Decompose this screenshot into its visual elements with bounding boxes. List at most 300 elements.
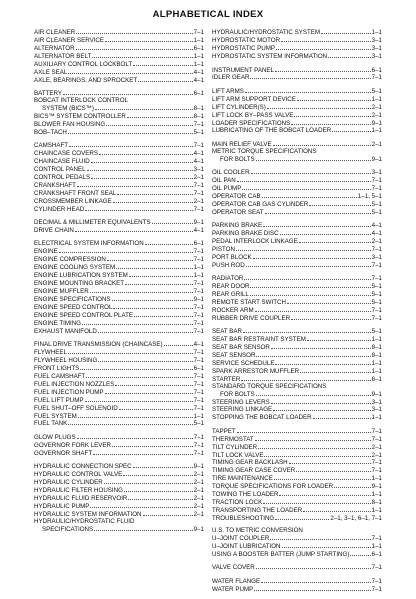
index-group: [34, 341, 204, 428]
entry-page-ref: 7–1: [371, 467, 382, 475]
entry-page-ref: 1–1: [193, 53, 204, 61]
index-entry: [34, 150, 204, 158]
entry-page-ref: 7–1: [371, 577, 382, 585]
dot-leader: [95, 105, 193, 110]
page-title: ALPHABETICAL INDEX: [152, 9, 264, 20]
index-entry: [212, 155, 382, 163]
dot-leader: [291, 314, 371, 319]
dot-leader: [85, 396, 193, 401]
entry-label: CAMSHAFT: [34, 142, 69, 150]
entry-label: ENGINE MOUNTING BRACKET: [34, 280, 125, 288]
index-entry: [212, 103, 382, 111]
entry-page-ref: 7–1: [193, 396, 204, 404]
index-entry: [212, 208, 382, 216]
entry-page-ref: 8–1: [371, 343, 382, 351]
index-entry: [212, 245, 382, 253]
index-entry: [34, 312, 204, 320]
dot-leader: [105, 37, 193, 42]
dot-leader: [273, 140, 371, 145]
dot-leader: [251, 169, 371, 174]
dot-leader: [255, 306, 371, 311]
index-entry: [34, 158, 204, 166]
dot-leader: [271, 344, 371, 349]
index-entry: [212, 192, 382, 200]
index-entry: [212, 491, 382, 499]
dot-leader: [133, 61, 193, 66]
left-column: [34, 29, 204, 599]
index-group: [212, 427, 382, 522]
index-entry: [34, 388, 204, 396]
entry-page-ref: 7–1: [193, 441, 204, 449]
index-entry: [34, 248, 204, 256]
index-entry: [212, 535, 382, 543]
entry-label: HYDRAULIC FILTER HOUSING: [34, 486, 123, 494]
entry-label: TRANSPORTING THE LOADER: [212, 507, 303, 515]
entry-page-ref: 9–1: [371, 390, 382, 398]
entry-label: ENGINE SPEED CONTROL: [34, 303, 113, 311]
entry-page-ref: 9–1: [193, 463, 204, 470]
index-group: [34, 240, 204, 335]
entry-label: RUBBER DRIVE COUPLER: [212, 314, 291, 322]
entry-page-ref: 7–1: [193, 288, 204, 296]
dot-leader: [350, 551, 370, 556]
entry-label: CROSSMEMBER LINKAGE: [34, 197, 112, 205]
entry-label: HYDRAULIC PUMP: [34, 502, 90, 510]
entry-label: FUEL INJECTION NOZZLES: [34, 380, 115, 388]
entry-page-ref: 1–1: [193, 264, 204, 272]
entry-page-ref: 9–1: [193, 296, 204, 304]
entry-page-ref: 2–1: [193, 494, 204, 502]
index-entry: [212, 177, 382, 185]
index-entry: [212, 414, 382, 422]
dot-leader: [112, 296, 193, 301]
entry-label: AXLE SEAL: [34, 69, 68, 77]
index-entry: [212, 291, 382, 299]
entry-label: INSTRUMENT PANEL: [212, 66, 274, 74]
entry-page-ref: 4–1: [193, 341, 204, 349]
entry-label: ENGINE LUBRICATION SYSTEM: [34, 272, 128, 280]
entry-label: SERVICE SCHEDULE: [212, 359, 275, 367]
entry-page-ref: 2–1: [193, 174, 204, 182]
entry-label: GOVERNOR SHAFT: [34, 449, 93, 457]
index-entry: [34, 365, 204, 373]
dot-leader: [93, 449, 193, 454]
dot-leader: [289, 459, 371, 464]
entry-page-ref: 7–1: [371, 306, 382, 314]
index-entry: [34, 525, 204, 533]
index-entry: [212, 328, 382, 336]
dot-leader: [332, 127, 370, 132]
index-entry: [212, 406, 382, 414]
entry-label: STARTER: [212, 375, 241, 383]
entry-page-ref: 5–1: [371, 328, 382, 336]
index-entry: [212, 306, 382, 314]
index-entry: [34, 471, 204, 479]
entry-page-ref: 7–1: [371, 535, 382, 543]
entry-label: SEAT BAR: [212, 328, 243, 336]
entry-label: CRANKSHAFT: [34, 182, 76, 190]
entry-label: DECIMAL & MILLIMETER EQUIVALENTS: [34, 219, 151, 227]
dot-leader: [274, 475, 371, 480]
entry-page-ref: 5–1: [193, 420, 204, 428]
entry-page-ref: 5–1: [371, 208, 382, 216]
dot-leader: [152, 219, 193, 224]
entry-label: HYDRAULIC CONNECTION SPEC: [34, 463, 132, 470]
entry-label: HYDRAULIC CYLINDER: [34, 478, 103, 486]
index-entry: [34, 341, 204, 349]
entry-page-ref: 6–1: [193, 364, 204, 372]
dot-leader: [263, 499, 370, 504]
index-group: [212, 87, 382, 135]
entry-label: MAIN RELIEF VALVE: [212, 140, 272, 148]
index-entry: [34, 105, 204, 113]
entry-label: FLYWHEEL: [34, 349, 67, 357]
entry-label: SEAT SENSOR: [212, 351, 256, 359]
dot-leader: [92, 53, 192, 58]
dot-leader: [254, 585, 370, 590]
entry-page-ref: 2–1: [193, 197, 204, 205]
index-entry: [212, 459, 382, 467]
entry-page-ref: 1–1: [371, 336, 382, 343]
entry-page-ref: 1–1: [371, 491, 382, 499]
index-entry: [212, 344, 382, 352]
dot-leader: [76, 29, 192, 34]
index-group: [212, 577, 382, 593]
dot-leader: [291, 119, 370, 124]
dot-leader: [69, 142, 193, 147]
index-entry: [212, 127, 382, 135]
entry-label: EXHAUST MANIFOLD: [34, 327, 97, 335]
entry-page-ref: 6–1: [193, 45, 204, 53]
dot-leader: [91, 174, 193, 179]
entry-page-ref: 7–1: [193, 189, 204, 197]
index-entry: [34, 227, 204, 235]
dot-leader: [296, 467, 370, 472]
index-entry: [212, 253, 382, 261]
dot-leader: [138, 77, 193, 82]
entry-page-ref: 7–1: [371, 275, 382, 283]
index-entry: [34, 272, 204, 280]
index-entry: [212, 367, 382, 375]
dot-leader: [299, 238, 371, 243]
entry-label: GLOW PLUGS: [34, 433, 76, 441]
entry-page-ref: 7–1: [371, 176, 382, 184]
index-entry: [212, 95, 382, 103]
dot-leader: [68, 129, 193, 134]
dot-leader: [68, 69, 192, 74]
index-entry: [212, 275, 382, 283]
entry-page-ref: 7–1: [193, 205, 204, 213]
entry-label: STEERING LINKAGE: [212, 406, 273, 414]
dot-leader: [117, 190, 192, 195]
index-entry: [34, 449, 204, 457]
dot-leader: [113, 198, 193, 203]
entry-page-ref: 7–1: [371, 427, 382, 435]
index-entry: [34, 98, 204, 105]
dot-leader: [115, 380, 192, 385]
dot-leader: [105, 388, 193, 393]
index-group: [34, 142, 204, 213]
entry-page-ref: 7–1: [371, 585, 382, 593]
index-entry: [212, 483, 382, 491]
index-entry: [34, 205, 204, 213]
index-entry: [34, 433, 204, 441]
dot-leader: [98, 327, 193, 332]
entry-label: SEAT BAR SENSOR: [212, 343, 270, 351]
index-entry: [34, 264, 204, 272]
index-entry: [34, 240, 204, 248]
dot-leader: [129, 98, 203, 102]
entry-page-ref: 1–1: [193, 61, 204, 69]
entry-page-ref: 1–1: [371, 475, 382, 483]
entry-label: HYDROSTATIC SYSTEM INFORMATION: [212, 53, 328, 61]
entry-page-ref: 4–1: [193, 69, 204, 77]
entry-label: TORQUE SPECIFICATIONS FOR LOADER: [212, 483, 334, 491]
dot-leader: [76, 45, 193, 50]
entry-label: PORT BLOCK: [212, 253, 252, 261]
entry-label: RADIATOR: [212, 275, 244, 283]
index-entry: [34, 174, 204, 182]
dot-leader: [124, 486, 193, 491]
entry-page-ref: 1–1: [371, 543, 382, 551]
entry-page-ref: 9–1: [371, 155, 382, 163]
index-group: [34, 219, 204, 235]
entry-page-ref: 7–1: [193, 182, 204, 190]
entry-label: ALTERNATOR: [34, 45, 75, 53]
index-entry: [212, 298, 382, 306]
dot-leader: [143, 510, 193, 515]
dot-leader: [256, 155, 371, 160]
entry-page-ref: 5–1: [371, 200, 382, 208]
index-entry: [212, 577, 382, 585]
entry-label: DRIVE CHAIN: [34, 227, 74, 235]
index-entry: [34, 53, 204, 61]
index-entry: [212, 515, 382, 523]
index-entry: [212, 87, 382, 95]
entry-page-ref: 7–1: [193, 372, 204, 380]
entry-page-ref: 4–1: [371, 229, 382, 237]
entry-label: AUXILIARY CONTROL LOCKBOLT: [34, 61, 133, 69]
dot-leader: [303, 507, 370, 512]
index-entry: [34, 129, 204, 137]
entry-label: ENGINE MUFFLER: [34, 288, 89, 296]
dot-leader: [250, 291, 371, 296]
entry-page-ref: 7–1: [193, 303, 204, 311]
entry-label: GOVERNOR FORK LEVER: [34, 441, 112, 449]
entry-label: LIFT ARM SUPPORT DEVICE: [212, 95, 296, 103]
entry-label: ENGINE SPEED CONTROL PLATE: [34, 311, 134, 319]
entry-label: PARKING BRAKE DISC: [212, 229, 279, 237]
entry-page-ref: 3–1: [371, 253, 382, 261]
entry-label: REAR GRILL: [212, 290, 249, 298]
entry-page-ref: 7–1: [371, 314, 382, 322]
entry-page-ref: 7–1: [193, 449, 204, 457]
entry-label: THERMOSTAT: [212, 435, 254, 443]
entry-page-ref: 5–1: [193, 129, 204, 137]
dot-leader: [256, 390, 371, 395]
entry-page-ref: 7–1: [193, 380, 204, 388]
index-group: [212, 564, 382, 572]
entry-label: SPARK ARRESTOR MUFFLER: [212, 367, 300, 375]
dot-leader: [246, 261, 371, 266]
dot-leader: [245, 87, 371, 92]
index-entry: [212, 314, 382, 322]
entry-page-ref: 3–1: [371, 45, 382, 53]
entry-label: PISTON: [212, 245, 235, 253]
entry-label: TAPPET: [212, 427, 236, 435]
entry-label: PARKING BRAKE: [212, 222, 263, 230]
index-entry: [34, 198, 204, 206]
index-entry: [212, 499, 382, 507]
index-group: [34, 90, 204, 137]
entry-label: TILT CYLINDER: [212, 443, 258, 451]
entry-page-ref: 2–1: [371, 103, 382, 111]
index-entry: [34, 319, 204, 327]
entry-page-ref: 1–1: [193, 37, 204, 45]
index-entry: [34, 380, 204, 388]
dot-leader: [80, 365, 192, 370]
index-entry: [34, 280, 204, 288]
entry-label: CONTROL PANEL: [34, 166, 86, 174]
dot-leader: [129, 272, 193, 277]
dot-leader: [68, 420, 192, 425]
dot-leader: [271, 398, 371, 403]
index-entry: [34, 441, 204, 449]
index-group: [212, 169, 382, 217]
index-entry: [212, 359, 382, 367]
entry-page-ref: 7–1: [193, 349, 204, 357]
entry-page-ref: 4–1: [193, 150, 204, 158]
entry-label: TILT LOCK VALVE: [212, 451, 264, 459]
dot-leader: [327, 383, 381, 387]
entry-label: BLOWER FAN HOUSING: [34, 121, 106, 129]
dot-leader: [267, 103, 371, 108]
entry-label: SEAT BAR RESTRAINT SYSTEM: [212, 336, 306, 343]
index-entry: [212, 398, 382, 406]
entry-page-ref: 7–1: [193, 311, 204, 319]
entry-label: AXLE, BEARINGS, AND SPROCKET: [34, 77, 138, 85]
entry-label: FUEL SHUT–OFF SOLENOID: [34, 404, 118, 412]
index-group: [212, 275, 382, 323]
entry-label: CONTROL PEDALS: [34, 174, 91, 182]
entry-page-ref: 7–1: [193, 142, 204, 150]
entry-label: CRANKSHAFT FRONT SEAL: [34, 189, 117, 197]
dot-leader: [119, 404, 193, 409]
index-entry: [34, 420, 204, 428]
entry-page-ref: 8–1: [193, 113, 204, 121]
index-entry: [34, 510, 204, 518]
entry-label: TIMING GEAR BACKLASH: [212, 459, 288, 467]
dot-leader: [309, 200, 370, 205]
index-group: [34, 29, 204, 85]
index-entry: [212, 507, 382, 515]
entry-label: TRACTION LOCK: [212, 499, 263, 507]
entry-page-ref: 6–1: [371, 551, 382, 559]
dot-leader: [145, 240, 193, 245]
index-entry: [212, 261, 382, 269]
dot-leader: [98, 357, 192, 362]
dot-leader: [125, 280, 193, 285]
index-entry: [212, 336, 382, 344]
index-entry: [34, 45, 204, 53]
entry-label: ENGINE COOLING SYSTEM: [34, 264, 116, 272]
dot-leader: [318, 148, 381, 152]
entry-page-ref: 7–1: [371, 435, 382, 443]
index-group: [212, 222, 382, 270]
entry-label: TOWING THE LOADER: [212, 491, 279, 499]
dot-leader: [82, 319, 193, 324]
entry-page-ref: 7–1: [371, 564, 382, 572]
dot-leader: [275, 66, 371, 71]
entry-label: ROCKER ARM: [212, 306, 254, 314]
entry-page-ref: 3–1: [371, 398, 382, 406]
index-entry: [212, 443, 382, 451]
dot-leader: [243, 328, 371, 333]
entry-page-ref: 7–1: [193, 256, 204, 264]
entry-label: FINAL DRIVE TRANSMISSION (CHAINCASE): [34, 341, 163, 349]
index-entry: [34, 349, 204, 357]
index-entry: [34, 121, 204, 129]
entry-page-ref: 3–1: [371, 53, 382, 61]
entry-label: STEERING LEVERS: [212, 398, 270, 406]
entry-label: U.S. TO METRIC CONVERSION: [212, 527, 303, 535]
entry-page-ref: 1–1: [371, 507, 382, 515]
entry-label: HYDROSTATIC PUMP: [212, 45, 276, 53]
entry-label: FUEL LIFT PUMP: [34, 396, 84, 404]
entry-page-ref: 5–1: [371, 282, 382, 290]
entry-page-ref: 2–1: [371, 140, 382, 148]
entry-page-ref: 3–1: [371, 37, 382, 45]
index-entry: [34, 357, 204, 365]
index-entry: [212, 585, 382, 593]
entry-label: LIFT ARMS: [212, 87, 244, 95]
entry-label: HYDRAULIC SYSTEM INFORMATION: [34, 510, 142, 518]
entry-page-ref: 4–1: [193, 77, 204, 85]
entry-page-ref: 7–1: [371, 184, 382, 192]
dot-leader: [106, 121, 193, 126]
index-entry: [212, 427, 382, 435]
entry-page-ref: 6–1: [193, 90, 204, 98]
entry-label: LOADER SPECIFICATIONS: [212, 119, 291, 127]
dot-leader: [63, 90, 193, 95]
dot-leader: [244, 275, 370, 280]
entry-page-ref: 4–1: [193, 227, 204, 235]
dot-leader: [94, 525, 193, 530]
index-entry: [212, 185, 382, 193]
entry-label: HYDRAULIC/HYDROSTATIC SYSTEM: [212, 29, 321, 37]
dot-leader: [128, 494, 192, 499]
index-entry: [212, 29, 382, 37]
index-entry: [34, 518, 204, 525]
entry-label: FLYWHEEL HOUSING: [34, 356, 98, 364]
dot-leader: [107, 256, 193, 261]
index-group: [212, 66, 382, 82]
entry-label: PUSH ROD: [212, 261, 245, 269]
entry-label: OPERATOR SEAT: [212, 208, 264, 216]
entry-label: BOB–TACH: [34, 129, 67, 137]
entry-page-ref: 3–1: [371, 169, 382, 177]
entry-page-ref: 1–1: [193, 412, 204, 420]
index-entry: [212, 351, 382, 359]
entry-label: HYDRAULIC CONTROL VALVE: [34, 470, 123, 478]
dot-leader: [78, 412, 193, 417]
index-entry: [34, 463, 204, 471]
entry-page-ref: 1–1: [371, 127, 382, 135]
dot-leader: [123, 471, 192, 476]
entry-label: SYSTEM (BICS™): [42, 105, 94, 113]
entry-label: USING A BOOSTER BATTER (JUMP STARTING): [212, 551, 350, 559]
index-columns: [34, 29, 382, 599]
